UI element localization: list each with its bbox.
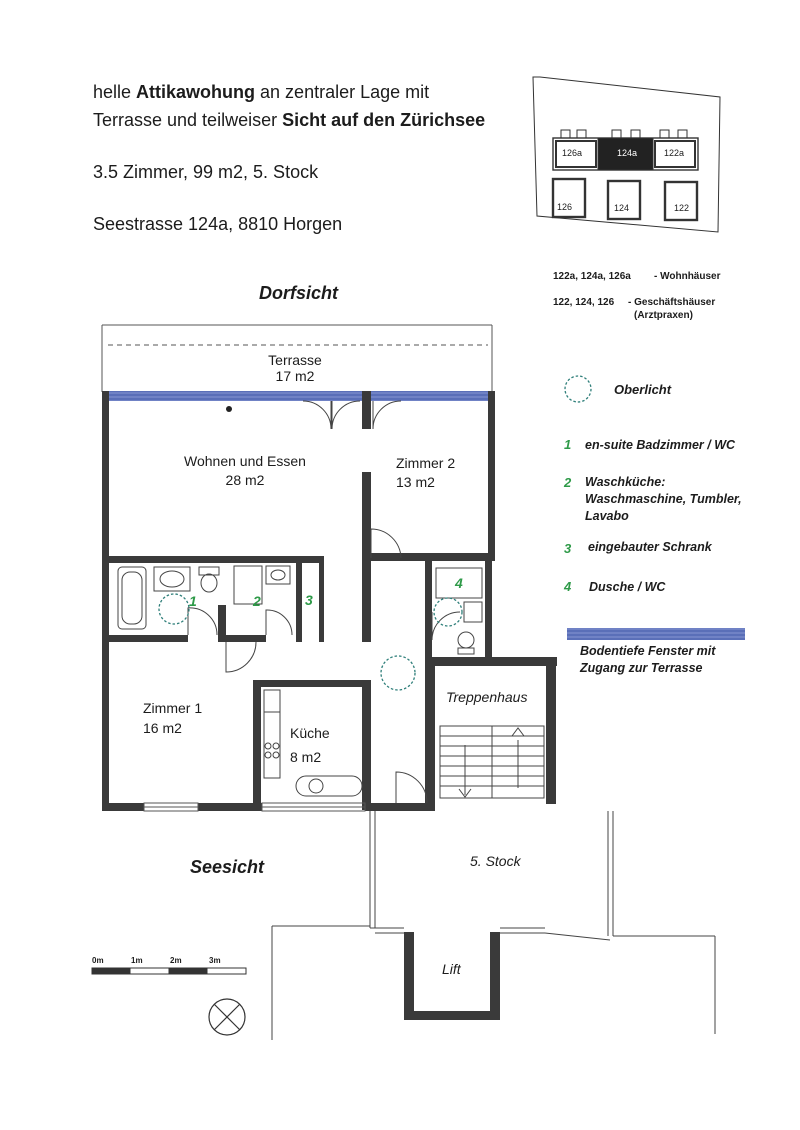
legend-num-2: 2 (564, 475, 572, 490)
window-strip-room2 (371, 391, 489, 401)
scale-bar (92, 968, 246, 974)
plan-marker-2: 2 (253, 593, 261, 609)
room1-name: Zimmer 1 (143, 700, 203, 716)
legend-window-line1: Bodentiefe Fenster mit (580, 644, 716, 658)
headline-line1-post: an zentraler Lage mit (255, 82, 430, 102)
view-label-south: Seesicht (190, 857, 265, 877)
legend-text-4: Dusche / WC (589, 580, 666, 594)
room2-area: 13 m2 (396, 474, 435, 490)
compass-icon (209, 999, 245, 1035)
address: Seestrasse 124a, 8810 Horgen (93, 214, 343, 234)
note-commercial-sub: (Arztpraxen) (634, 310, 693, 321)
headline-line2-pre: Terrasse und teilweiser (93, 110, 283, 130)
skylight-hall (381, 656, 415, 690)
view-label-north: Dorfsicht (259, 283, 339, 303)
legend-text-3: eingebauter Schrank (588, 540, 712, 554)
site-label-124: 124 (614, 203, 630, 213)
floor-label: 5. Stock (470, 853, 521, 869)
lift-label: Lift (442, 961, 461, 977)
legend-window-swatch (567, 628, 745, 640)
terrace-name: Terrasse (268, 352, 322, 368)
legend-text-2c: Lavabo (585, 509, 629, 523)
kitchen-name: Küche (290, 725, 330, 741)
scale-label-2m: 2m (170, 956, 182, 965)
legend-num-3: 3 (564, 541, 572, 556)
staircase (440, 726, 544, 798)
skylight-legend-swatch (565, 376, 591, 402)
headline-line2-bold: Sicht auf den Zürichsee (282, 110, 486, 130)
window-strip-living (106, 391, 364, 401)
kitchen-area: 8 m2 (290, 749, 322, 765)
legend-text-2b: Waschmaschine, Tumbler, (585, 492, 742, 506)
skylight-markers (159, 376, 591, 690)
headline-line1-bold: Attikawohung (136, 82, 256, 102)
site-label-124a: 124a (617, 148, 638, 158)
plan-marker-4: 4 (455, 575, 463, 591)
living-name: Wohnen und Essen (184, 453, 306, 469)
legend-text-1: en-suite Badzimmer / WC (585, 438, 736, 452)
plan-marker-1: 1 (189, 593, 197, 609)
note-commercial-label: - Geschäftshäuser (628, 297, 716, 308)
legend-num-4: 4 (564, 579, 572, 594)
plan-marker-3: 3 (305, 592, 313, 608)
room1-area: 16 m2 (143, 720, 182, 736)
legend-window-line2: Zugang zur Terrasse (580, 661, 703, 675)
stairwell-label: Treppenhaus (446, 689, 528, 705)
scale-label-3m: 3m (209, 956, 221, 965)
site-label-122a: 122a (664, 148, 685, 158)
site-label-122: 122 (674, 203, 690, 213)
legend-num-1: 1 (564, 437, 572, 452)
site-label-126: 126 (557, 202, 573, 212)
site-label-126a: 126a (562, 148, 583, 158)
scale-label-1m: 1m (131, 956, 143, 965)
apartment-specs: 3.5 Zimmer, 99 m2, 5. Stock (93, 162, 319, 182)
legend-text-2a: Waschküche: (585, 475, 666, 489)
living-area: 28 m2 (225, 472, 265, 488)
legend-skylight-text: Oberlicht (614, 382, 672, 397)
note-residential-label: - Wohnhäuser (654, 271, 721, 282)
note-commercial-ids: 122, 124, 126 (553, 297, 615, 308)
light-point-dot (226, 406, 232, 412)
note-residential-ids: 122a, 124a, 126a (553, 271, 631, 282)
terrace-area: 17 m2 (275, 368, 315, 384)
headline-line1-pre: helle (93, 82, 137, 102)
skylight-bath (159, 594, 189, 624)
scale-label-0m: 0m (92, 956, 104, 965)
room2-name: Zimmer 2 (396, 455, 456, 471)
